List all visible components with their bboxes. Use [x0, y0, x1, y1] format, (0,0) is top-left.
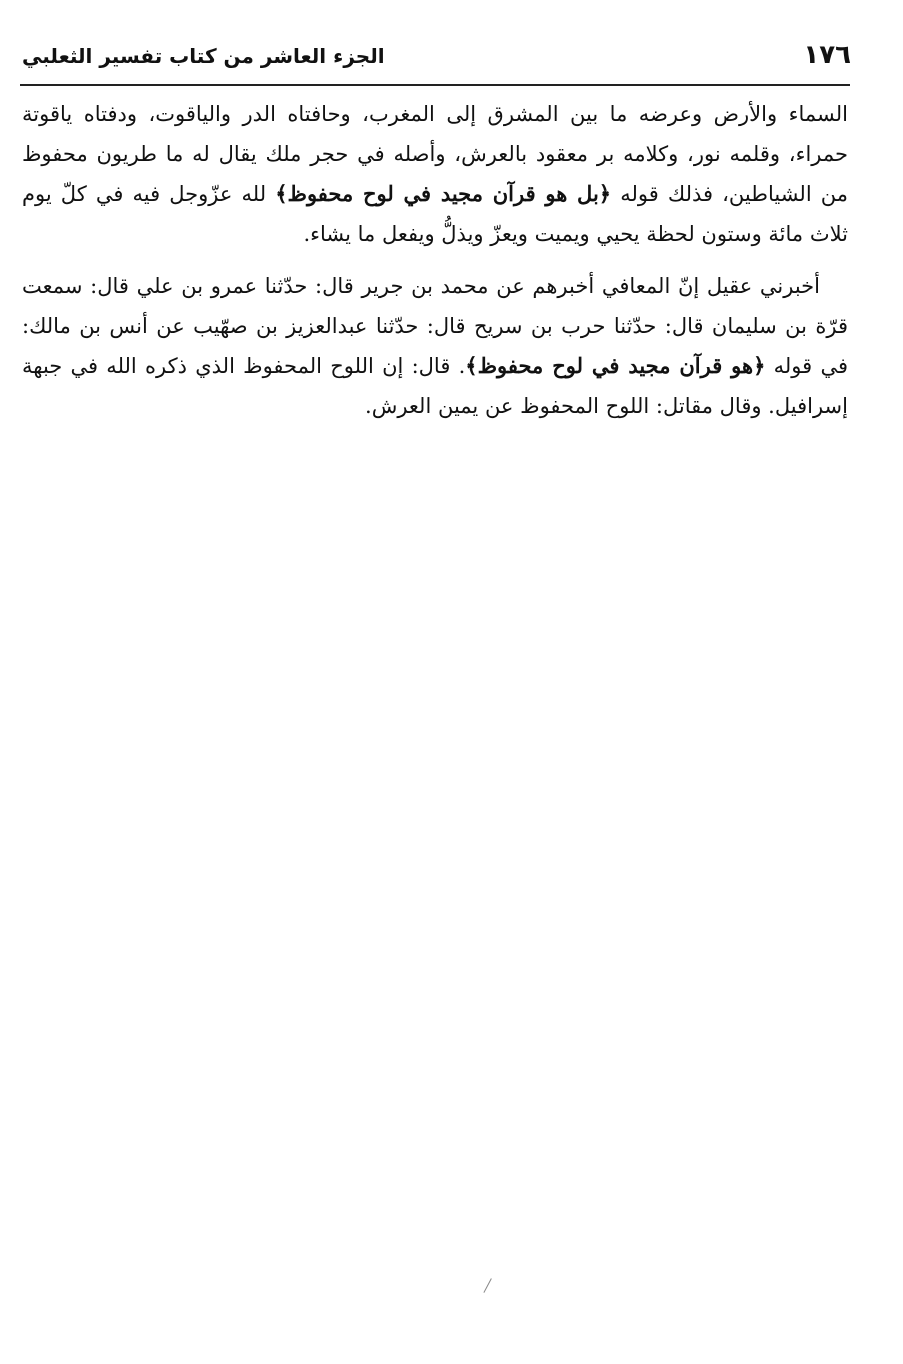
paragraph-2-text-before: أخبرني عقيل إنّ المعافي أخبرهم عن محمد بن جرير قال: حدّثنا عمرو بن علي قال: سمعت قرّة بن سليمان قال: حدّثنا حرب بن سريح قال: حدّثنا عبدالعزيز بن صهّيب عن أنس بن مالك: في قوله — [22, 274, 848, 378]
paragraph-1 — [22, 94, 848, 254]
running-title: الجزء العاشر من كتاب تفسير الثعلبي — [22, 44, 385, 68]
quran-quote-1: ﴿بل هو قرآن مجيد في لوح محفوظ﴾ — [275, 181, 612, 206]
paragraph-2-text-after: . قال: إن اللوح المحفوظ الذي ذكره الله في جبهة إسرافيل. وقال مقاتل: اللوح المحفوظ عن يمين العرش. — [22, 354, 848, 418]
page-number: ١٧٦ — [803, 40, 851, 70]
quran-quote-2: ﴿هو قرآن مجيد في لوح محفوظ﴾ — [465, 353, 766, 378]
paragraph-1-text-before: السماء والأرض وعرضه ما بين المشرق إلى المغرب، وحافتاه الدر والياقوت، ودفتاه ياقوتة حمراء، وقلمه نور، وكلامه بر معقود بالعرش، وأصله في حجر ملك يقال له ما طريون محفوظ من الشياطين، فذلك قوله — [22, 102, 849, 206]
paragraph-2 — [22, 266, 848, 426]
page-body — [22, 94, 848, 426]
paragraph-1-text-after: لله عزّوجل فيه في كلّ يوم ثلاث مائة وستون لحظة يحيي ويميت ويعزّ ويذلُّ ويفعل ما يشاء. — [22, 182, 848, 246]
header-divider — [20, 84, 850, 86]
stray-scan-mark — [483, 1278, 493, 1294]
page-header — [22, 38, 851, 78]
